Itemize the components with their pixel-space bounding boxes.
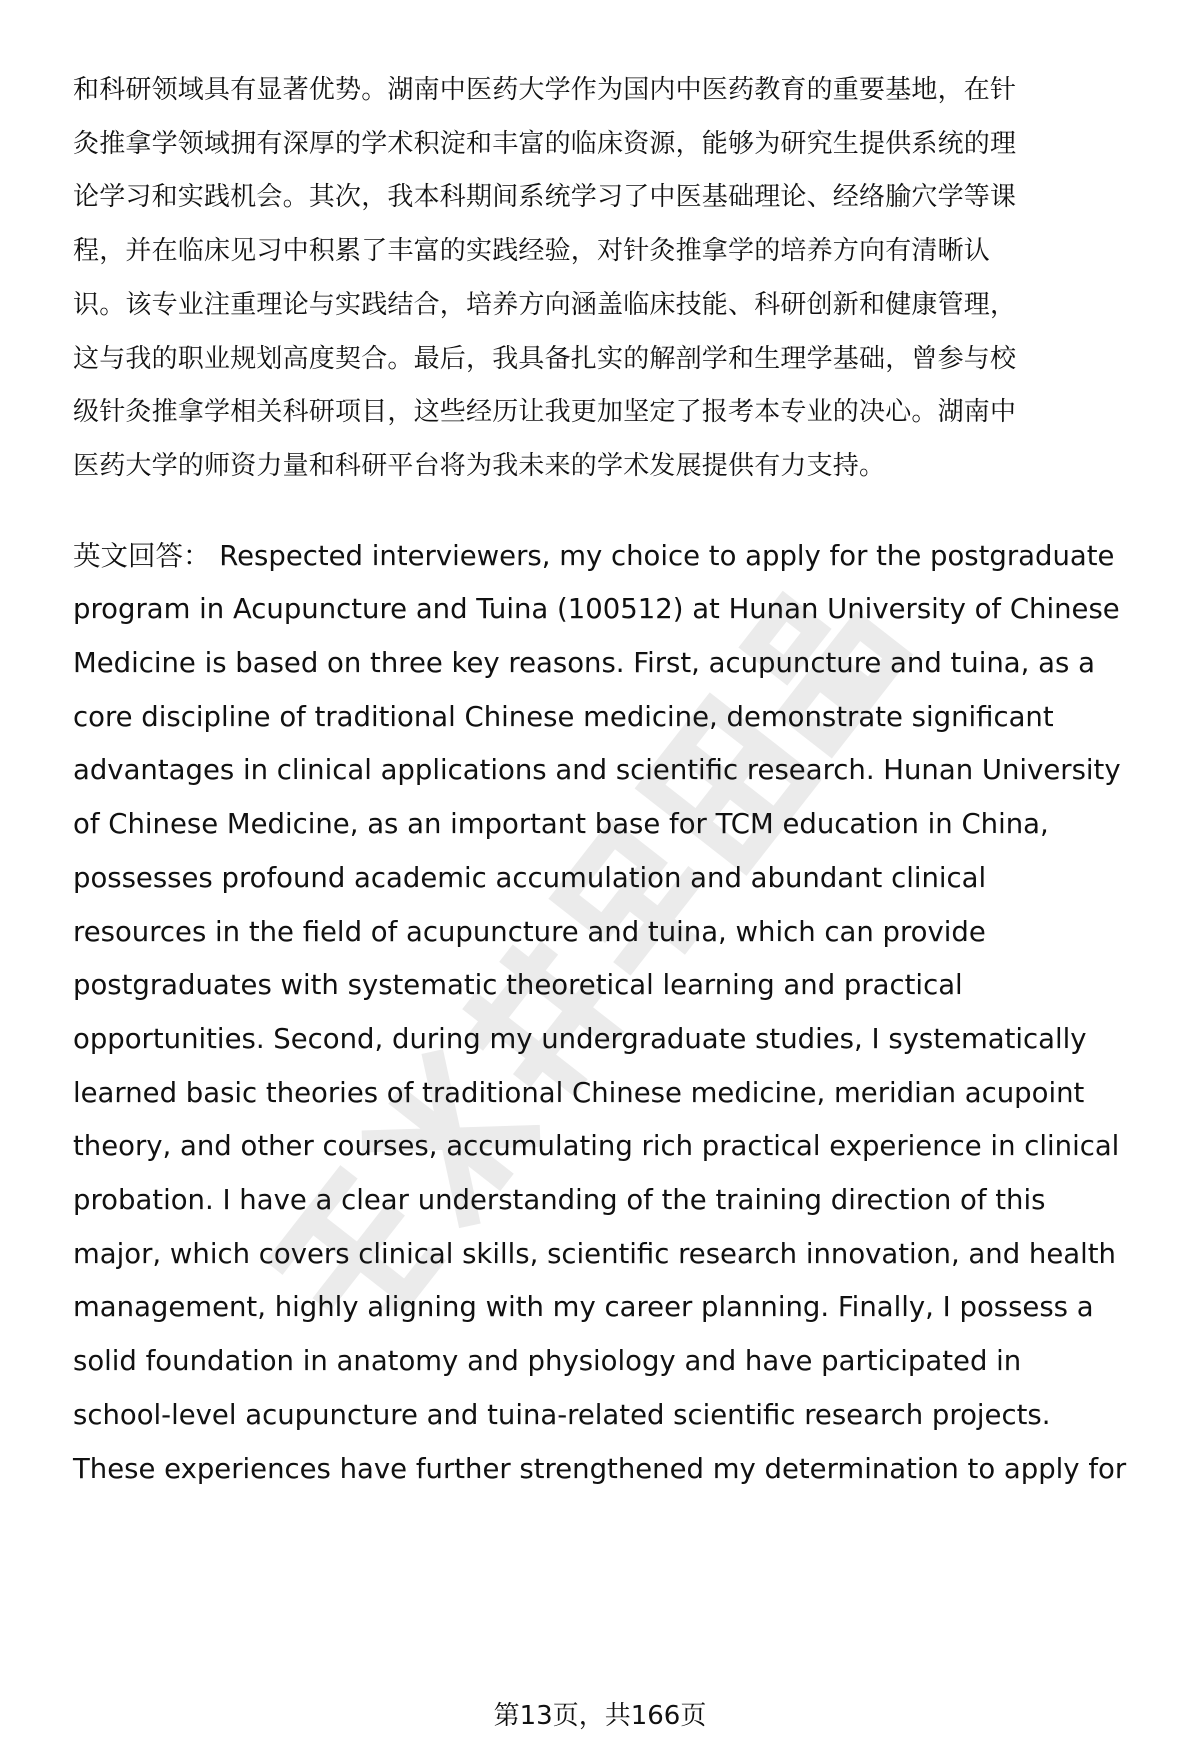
text-line: possesses profound academic accumulation and abundant clinical [73,861,987,894]
text-line: school-level acupuncture and tuina-related scientific research projects. [73,1398,1051,1431]
english-answer-label: 英文回答： [73,539,211,572]
text-line: probation. I have a clear understanding of the training direction of this [73,1184,1046,1217]
text-line: Medicine is based on three key reasons. First, acupuncture and tuina, as a [73,647,1095,680]
text-line: resources in the field of acupuncture and tuina, which can provide [73,915,986,948]
text-line: 和科研领域具有显著优势。湖南中医药大学作为国内中医药教育的重要基地，在针 [73,75,1017,105]
text-line: 灸推拿学领域拥有深厚的学术积淀和丰富的临床资源，能够为研究生提供系统的理 [73,128,1017,159]
page-footer [0,1695,1200,1732]
text-line: core discipline of traditional Chinese medicine, demonstrate significant [73,700,1054,733]
text-line: of Chinese Medicine, as an important base for TCM education in China, [73,808,1049,841]
english-answer-paragraph [73,530,1153,1497]
text-line [73,530,1153,584]
text-line: management, highly aligning with my career planning. Finally, I possess a [73,1291,1094,1324]
text-line: advantages in clinical applications and scientific research. Hunan University [73,754,1121,787]
text-line: 医药大学的师资力量和科研平台将为我未来的学术发展提供有力支持。 [73,450,886,481]
text-line-content: Respected interviewers, my choice to apply for the postgraduate [210,539,1115,572]
text-line: program in Acupuncture and Tuina (100512) at Hunan University of Chinese [73,593,1120,626]
text-line: theory, and other courses, accumulating rich practical experience in clinical [73,1130,1120,1163]
text-line: opportunities. Second, during my undergraduate studies, I systematically [73,1022,1087,1055]
chinese-answer-paragraph [73,64,1153,494]
text-line: postgraduates with systematic theoretical learning and practical [73,969,963,1002]
page-indicator: 第13页，共166页 [493,1701,707,1731]
text-line: 论学习和实践机会。其次，我本科期间系统学习了中医基础理论、经络腧穴学等课 [73,182,1017,213]
text-line: 这与我的职业规划高度契合。最后，我具备扎实的解剖学和生理学基础，曾参与校 [73,343,1017,374]
text-line: 级针灸推拿学相关科研项目，这些经历让我更加坚定了报考本专业的决心。湖南中 [73,397,1017,428]
text-line: These experiences have further strengthened my determination to apply for [73,1452,1127,1485]
text-line: 程，并在临床见习中积累了丰富的实践经验，对针灸推拿学的培养方向有清晰认 [73,236,991,267]
document-body [73,64,1153,1496]
text-line: solid foundation in anatomy and physiology and have participated in [73,1345,1022,1378]
text-line: learned basic theories of traditional Chinese medicine, meridian acupoint [73,1076,1085,1109]
text-line: major, which covers clinical skills, scientific research innovation, and health [73,1237,1116,1270]
text-line: 识。该专业注重理论与实践结合，培养方向涵盖临床技能、科研创新和健康管理， [73,289,1017,320]
